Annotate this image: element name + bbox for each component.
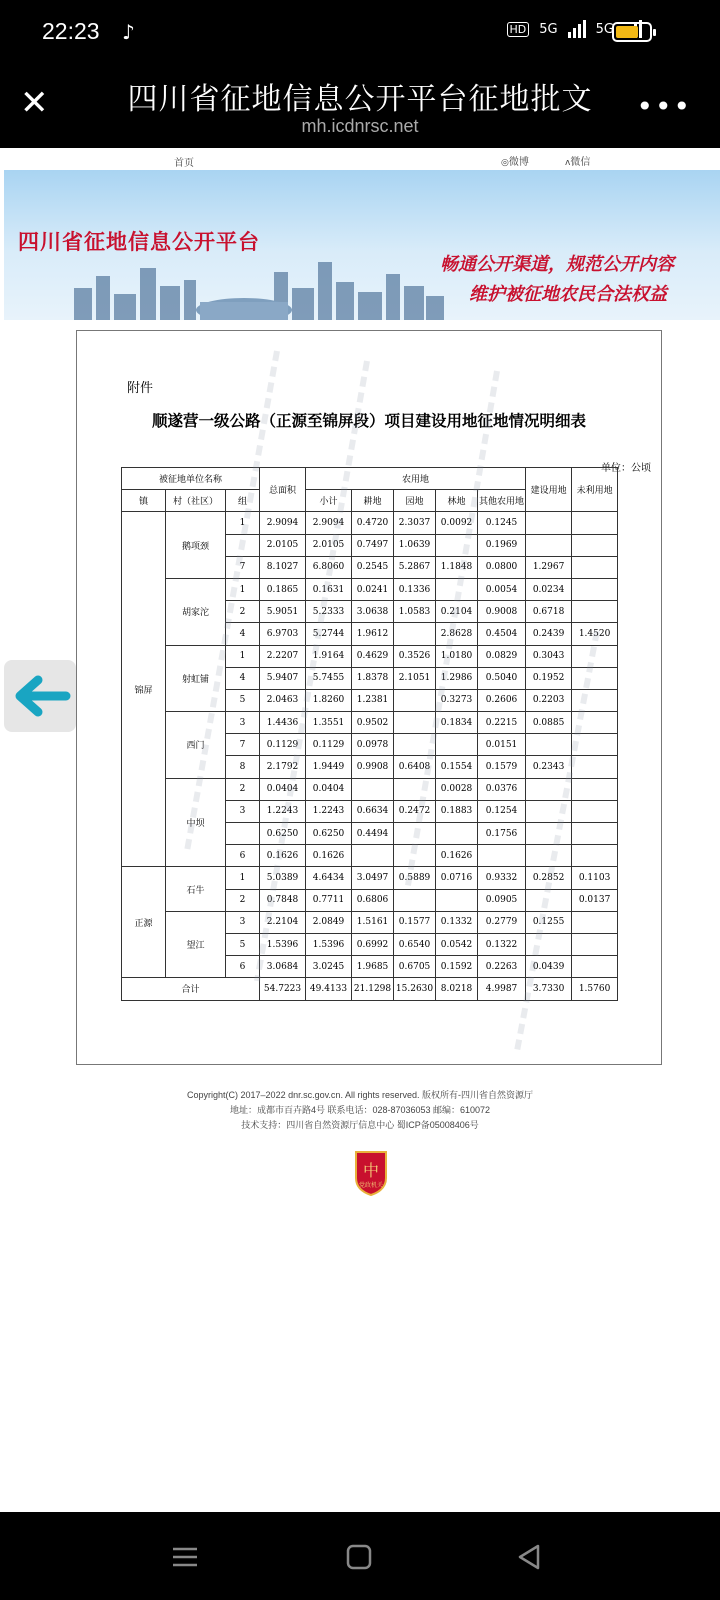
table-cell bbox=[572, 512, 618, 534]
table-cell: 3.0245 bbox=[306, 956, 352, 978]
table-cell: 0.9332 bbox=[478, 867, 526, 889]
table-row bbox=[122, 645, 618, 667]
wechat-label: 微信 bbox=[570, 157, 591, 168]
close-icon[interactable]: ✕ bbox=[20, 83, 49, 123]
table-cell: 0.0542 bbox=[436, 933, 478, 955]
table-cell bbox=[394, 845, 436, 867]
table-cell bbox=[526, 534, 572, 556]
table-cell: 5.0389 bbox=[260, 867, 306, 889]
table-cell: 7 bbox=[226, 556, 260, 578]
menu-icon[interactable] bbox=[170, 1542, 200, 1572]
table-cell: 1.8378 bbox=[352, 667, 394, 689]
footer-support: 技术支持：四川省自然资源厅信息中心 蜀ICP备05008406号 bbox=[241, 1120, 479, 1130]
table-cell: 2.9094 bbox=[306, 512, 352, 534]
table-cell: 0.1255 bbox=[526, 911, 572, 933]
table-cell: 0.2472 bbox=[394, 800, 436, 822]
signal-5g-1-label: 5G bbox=[539, 21, 558, 37]
table-cell: 0.2215 bbox=[478, 712, 526, 734]
footer-copyright: Copyright(C) 2017–2022 dnr.sc.gov.cn. All rights reserved. 版权所有-四川省自然资源厅 bbox=[187, 1090, 533, 1100]
table-cell: 2.9094 bbox=[260, 512, 306, 534]
table-cell: 0.5889 bbox=[394, 867, 436, 889]
table-cell bbox=[394, 889, 436, 911]
table-cell: 2.1051 bbox=[394, 667, 436, 689]
table-cell: 0.2606 bbox=[478, 689, 526, 711]
table-cell: 0.1631 bbox=[306, 578, 352, 600]
table-cell: 5 bbox=[226, 933, 260, 955]
table-cell: 0.6705 bbox=[394, 956, 436, 978]
table-cell: 0.0716 bbox=[436, 867, 478, 889]
svg-text:中: 中 bbox=[362, 1161, 380, 1180]
site-banner bbox=[4, 170, 720, 320]
table-cell: 0.9008 bbox=[478, 601, 526, 623]
table-cell: 0.1969 bbox=[478, 534, 526, 556]
banner-site-name: 四川省征地信息公开平台 bbox=[18, 229, 260, 254]
table-cell: 1.0639 bbox=[394, 534, 436, 556]
table-cell bbox=[478, 845, 526, 867]
th-subtotal: 小计 bbox=[306, 490, 352, 512]
table-cell: 0.6408 bbox=[394, 756, 436, 778]
table-cell: 0.0137 bbox=[572, 889, 618, 911]
table-cell: 0.7711 bbox=[306, 889, 352, 911]
weibo-label: 微博 bbox=[508, 157, 529, 168]
cell-village: 射虹铺 bbox=[166, 645, 226, 712]
table-cell bbox=[394, 778, 436, 800]
table-cell: 6.8060 bbox=[306, 556, 352, 578]
table-cell bbox=[572, 556, 618, 578]
table-cell bbox=[572, 933, 618, 955]
cell-town: 锦屏 bbox=[122, 512, 166, 867]
table-cell: 3 bbox=[226, 712, 260, 734]
table-row bbox=[122, 778, 618, 800]
table-cell: 0.1103 bbox=[572, 867, 618, 889]
table-cell bbox=[436, 734, 478, 756]
more-icon[interactable]: ••• bbox=[636, 90, 692, 123]
total-cell: 21.1298 bbox=[352, 978, 394, 1000]
table-cell: 0.0151 bbox=[478, 734, 526, 756]
doc-title: 顺遂营一级公路（正源至锦屏段）项目建设用地征地情况明细表 bbox=[151, 411, 586, 430]
table-cell: 0.1834 bbox=[436, 712, 478, 734]
table-cell: 2.1792 bbox=[260, 756, 306, 778]
cell-village: 鹅项颈 bbox=[166, 512, 226, 579]
total-cell: 3.7330 bbox=[526, 978, 572, 1000]
table-cell bbox=[394, 823, 436, 845]
table-cell: 0.0234 bbox=[526, 578, 572, 600]
table-cell bbox=[526, 800, 572, 822]
table-cell: 1 bbox=[226, 645, 260, 667]
city-skyline-image bbox=[74, 258, 444, 320]
table-cell: 0.1322 bbox=[478, 933, 526, 955]
th-farmland: 耕地 bbox=[352, 490, 394, 512]
table-cell: 4 bbox=[226, 667, 260, 689]
page-title: 四川省征地信息公开平台征地批文 bbox=[127, 82, 593, 117]
table-cell: 1.8260 bbox=[306, 689, 352, 711]
table-cell: 0.2779 bbox=[478, 911, 526, 933]
table-cell: 2.0849 bbox=[306, 911, 352, 933]
table-cell: 1 bbox=[226, 867, 260, 889]
doc-unit: 单位：公顷 bbox=[601, 463, 651, 474]
table-cell bbox=[572, 667, 618, 689]
th-forest: 林地 bbox=[436, 490, 478, 512]
table-cell: 0.1626 bbox=[306, 845, 352, 867]
footer-address: 地址：成都市百卉路4号 联系电话：028-87036053 邮编：610072 bbox=[229, 1105, 491, 1115]
doc-attachment-label: 附件 bbox=[127, 381, 154, 396]
table-cell bbox=[572, 756, 618, 778]
table-cell bbox=[436, 578, 478, 600]
table-cell: 3 bbox=[226, 911, 260, 933]
table-cell: 6.9703 bbox=[260, 623, 306, 645]
table-cell: 6 bbox=[226, 956, 260, 978]
table-cell bbox=[226, 823, 260, 845]
table-cell: 0.9908 bbox=[352, 756, 394, 778]
table-cell bbox=[352, 778, 394, 800]
table-row bbox=[122, 578, 618, 600]
status-bar bbox=[0, 0, 720, 64]
table-cell bbox=[526, 734, 572, 756]
table-cell: 0.1626 bbox=[260, 845, 306, 867]
th-unused: 未利用地 bbox=[572, 468, 618, 512]
table-cell: 3 bbox=[226, 800, 260, 822]
table-cell: 2.2207 bbox=[260, 645, 306, 667]
table-cell: 6 bbox=[226, 845, 260, 867]
table-cell: 4.6434 bbox=[306, 867, 352, 889]
table-cell: 1.9164 bbox=[306, 645, 352, 667]
table-cell bbox=[394, 623, 436, 645]
table-cell: 5.9407 bbox=[260, 667, 306, 689]
cell-village: 石牛 bbox=[166, 867, 226, 911]
table-cell bbox=[436, 823, 478, 845]
table-cell bbox=[572, 734, 618, 756]
table-cell: 0.1579 bbox=[478, 756, 526, 778]
table-cell: 0.9502 bbox=[352, 712, 394, 734]
table-cell bbox=[572, 823, 618, 845]
table-row bbox=[122, 712, 618, 734]
total-cell: 8.0218 bbox=[436, 978, 478, 1000]
table-cell: 1.4436 bbox=[260, 712, 306, 734]
gov-badge-label: 党政机关 bbox=[358, 1182, 383, 1189]
table-cell: 0.1756 bbox=[478, 823, 526, 845]
table-cell: 0.1129 bbox=[306, 734, 352, 756]
table-cell: 0.1336 bbox=[394, 578, 436, 600]
table-cell: 1.1848 bbox=[436, 556, 478, 578]
cell-village: 望江 bbox=[166, 911, 226, 978]
page-url: mh.icdnrsc.net bbox=[301, 116, 419, 136]
table-cell: 2.8628 bbox=[436, 623, 478, 645]
table-cell bbox=[572, 689, 618, 711]
table-cell bbox=[526, 845, 572, 867]
total-cell: 54.7223 bbox=[260, 978, 306, 1000]
table-cell: 5.2744 bbox=[306, 623, 352, 645]
th-other-agri: 其他农用地 bbox=[478, 490, 526, 512]
table-cell: 8.1027 bbox=[260, 556, 306, 578]
table-cell bbox=[436, 889, 478, 911]
table-cell: 0.2104 bbox=[436, 601, 478, 623]
table-cell bbox=[572, 778, 618, 800]
status-time: 22:23 bbox=[42, 18, 100, 44]
table-cell: 1.2243 bbox=[306, 800, 352, 822]
site-nav bbox=[0, 150, 720, 170]
table-cell: 0.2439 bbox=[526, 623, 572, 645]
table-cell: 0.1129 bbox=[260, 734, 306, 756]
table-cell bbox=[394, 734, 436, 756]
table-cell: 1.0180 bbox=[436, 645, 478, 667]
table-cell: 1.9449 bbox=[306, 756, 352, 778]
table-cell: 0.6250 bbox=[260, 823, 306, 845]
table-cell bbox=[436, 534, 478, 556]
table-cell: 0.0404 bbox=[260, 778, 306, 800]
table-cell: 0.4504 bbox=[478, 623, 526, 645]
table-cell: 0.0905 bbox=[478, 889, 526, 911]
table-cell: 2 bbox=[226, 778, 260, 800]
table-cell: 0.1254 bbox=[478, 800, 526, 822]
table-cell: 0.6250 bbox=[306, 823, 352, 845]
table-cell bbox=[572, 845, 618, 867]
total-cell: 15.2630 bbox=[394, 978, 436, 1000]
table-cell: 0.0439 bbox=[526, 956, 572, 978]
table-cell: 0.1577 bbox=[394, 911, 436, 933]
th-construction: 建设用地 bbox=[526, 468, 572, 512]
total-cell: 1.5760 bbox=[572, 978, 618, 1000]
th-total: 总面积 bbox=[260, 468, 306, 512]
total-cell: 49.4133 bbox=[306, 978, 352, 1000]
table-cell: 0.0028 bbox=[436, 778, 478, 800]
table-cell: 0.5040 bbox=[478, 667, 526, 689]
table-cell bbox=[572, 800, 618, 822]
table-cell: 0.3526 bbox=[394, 645, 436, 667]
table-cell: 3.0497 bbox=[352, 867, 394, 889]
table-cell: 1 bbox=[226, 578, 260, 600]
table-cell: 0.1883 bbox=[436, 800, 478, 822]
cell-village: 胡家沱 bbox=[166, 578, 226, 645]
table-cell: 0.1952 bbox=[526, 667, 572, 689]
table-cell: 0.6718 bbox=[526, 601, 572, 623]
nav-home-link[interactable]: 首页 bbox=[174, 158, 194, 169]
table-cell bbox=[394, 712, 436, 734]
table-cell: 0.1245 bbox=[478, 512, 526, 534]
table-cell: 2.0105 bbox=[306, 534, 352, 556]
table-cell bbox=[572, 911, 618, 933]
tiktok-icon: ♪ bbox=[122, 20, 135, 44]
table-cell: 1.5396 bbox=[260, 933, 306, 955]
table-cell bbox=[572, 956, 618, 978]
table-cell: 0.0885 bbox=[526, 712, 572, 734]
hd-icon: HD bbox=[507, 22, 530, 37]
table-cell bbox=[526, 933, 572, 955]
table-cell: 2.2104 bbox=[260, 911, 306, 933]
table-cell: 0.6540 bbox=[394, 933, 436, 955]
table-cell: 2.0463 bbox=[260, 689, 306, 711]
table-cell: 5 bbox=[226, 689, 260, 711]
table-cell: 5.2867 bbox=[394, 556, 436, 578]
table-cell: 2 bbox=[226, 889, 260, 911]
table-cell: 5.7455 bbox=[306, 667, 352, 689]
table-cell: 0.6806 bbox=[352, 889, 394, 911]
table-cell bbox=[572, 712, 618, 734]
table-cell: 1.2967 bbox=[526, 556, 572, 578]
system-nav-bar bbox=[0, 1512, 720, 1600]
table-cell: 7 bbox=[226, 734, 260, 756]
table-cell: 0.7497 bbox=[352, 534, 394, 556]
table-cell: 0.4629 bbox=[352, 645, 394, 667]
th-town: 镇 bbox=[122, 490, 166, 512]
table-cell: 1.5396 bbox=[306, 933, 352, 955]
table-cell: 0.2343 bbox=[526, 756, 572, 778]
table-cell bbox=[226, 534, 260, 556]
table-cell: 0.3273 bbox=[436, 689, 478, 711]
table-cell bbox=[572, 645, 618, 667]
back-button[interactable] bbox=[4, 660, 76, 732]
table-cell: 0.6634 bbox=[352, 800, 394, 822]
table-cell: 0.0092 bbox=[436, 512, 478, 534]
th-village: 村（社区） bbox=[166, 490, 226, 512]
table-cell: 1.2381 bbox=[352, 689, 394, 711]
banner-slogan-1: 畅通公开渠道，规范公开内容 bbox=[440, 254, 674, 275]
cell-village: 西门 bbox=[166, 712, 226, 779]
table-cell bbox=[572, 578, 618, 600]
signal-5g-2-label: 5G bbox=[595, 21, 614, 37]
table-cell: 1.5161 bbox=[352, 911, 394, 933]
table-cell: 3.0684 bbox=[260, 956, 306, 978]
table-cell: 2 bbox=[226, 601, 260, 623]
banner-slogan-2: 维护被征地农民合法权益 bbox=[469, 284, 667, 305]
battery-icon bbox=[612, 22, 652, 42]
table-cell: 0.0054 bbox=[478, 578, 526, 600]
nav-wechat-link[interactable] bbox=[565, 153, 590, 168]
table-cell: 0.1592 bbox=[436, 956, 478, 978]
table-cell: 0.1332 bbox=[436, 911, 478, 933]
th-team: 组 bbox=[226, 490, 260, 512]
table-cell: 0.0376 bbox=[478, 778, 526, 800]
cell-town: 正源 bbox=[122, 867, 166, 978]
table-cell: 1 bbox=[226, 512, 260, 534]
th-garden: 园地 bbox=[394, 490, 436, 512]
total-cell: 4.9987 bbox=[478, 978, 526, 1000]
gov-badge-icon[interactable] bbox=[352, 1150, 390, 1196]
table-cell: 0.4494 bbox=[352, 823, 394, 845]
table-row bbox=[122, 867, 618, 889]
total-label: 合计 bbox=[122, 978, 260, 1000]
table-cell: 0.1865 bbox=[260, 578, 306, 600]
cell-village: 中坝 bbox=[166, 778, 226, 867]
table-cell: 1.2986 bbox=[436, 667, 478, 689]
table-cell: 0.7848 bbox=[260, 889, 306, 911]
table-cell: 0.0241 bbox=[352, 578, 394, 600]
table-cell: 0.1626 bbox=[436, 845, 478, 867]
signal-icon bbox=[568, 20, 586, 38]
table-cell: 0.0829 bbox=[478, 645, 526, 667]
table-cell bbox=[526, 778, 572, 800]
table-cell: 0.3043 bbox=[526, 645, 572, 667]
table-cell: 0.2263 bbox=[478, 956, 526, 978]
table-row bbox=[122, 512, 618, 534]
table-cell: 2.0105 bbox=[260, 534, 306, 556]
nav-weibo-link[interactable] bbox=[501, 153, 529, 168]
table-cell: 0.0404 bbox=[306, 778, 352, 800]
table-cell: 0.2852 bbox=[526, 867, 572, 889]
th-agri: 农用地 bbox=[306, 468, 526, 490]
table-cell: 0.6992 bbox=[352, 933, 394, 955]
back-arrow-icon bbox=[4, 660, 76, 732]
table-cell: 4 bbox=[226, 623, 260, 645]
table-cell: 1.2243 bbox=[260, 800, 306, 822]
table-cell: 0.4720 bbox=[352, 512, 394, 534]
th-group-name: 被征地单位名称 bbox=[122, 468, 260, 490]
table-cell: 1.4520 bbox=[572, 623, 618, 645]
table-cell: 1.9685 bbox=[352, 956, 394, 978]
table-total-row bbox=[122, 978, 618, 1000]
table-cell bbox=[394, 689, 436, 711]
table-cell: 1.9612 bbox=[352, 623, 394, 645]
browser-title-bar bbox=[0, 64, 720, 148]
table-cell: 8 bbox=[226, 756, 260, 778]
rss-icon: ᴧ bbox=[565, 158, 571, 168]
table-row bbox=[122, 911, 618, 933]
table-cell bbox=[526, 889, 572, 911]
table-cell: 5.9051 bbox=[260, 601, 306, 623]
table-cell: 1.3551 bbox=[306, 712, 352, 734]
table-cell bbox=[572, 534, 618, 556]
weibo-icon: ◎ bbox=[501, 158, 509, 168]
document-image bbox=[76, 330, 662, 1065]
table-cell bbox=[526, 512, 572, 534]
land-table bbox=[121, 467, 618, 1001]
table-cell: 0.2545 bbox=[352, 556, 394, 578]
home-icon[interactable] bbox=[344, 1542, 374, 1572]
table-cell: 3.0638 bbox=[352, 601, 394, 623]
table-cell: 0.0978 bbox=[352, 734, 394, 756]
table-cell: 1.0583 bbox=[394, 601, 436, 623]
table-cell: 0.0800 bbox=[478, 556, 526, 578]
table-cell: 5.2333 bbox=[306, 601, 352, 623]
table-cell bbox=[352, 845, 394, 867]
table-cell: 0.1554 bbox=[436, 756, 478, 778]
table-cell: 0.2203 bbox=[526, 689, 572, 711]
table-cell bbox=[572, 601, 618, 623]
table-cell: 2.3037 bbox=[394, 512, 436, 534]
back-icon[interactable] bbox=[514, 1542, 544, 1572]
table-cell bbox=[526, 823, 572, 845]
